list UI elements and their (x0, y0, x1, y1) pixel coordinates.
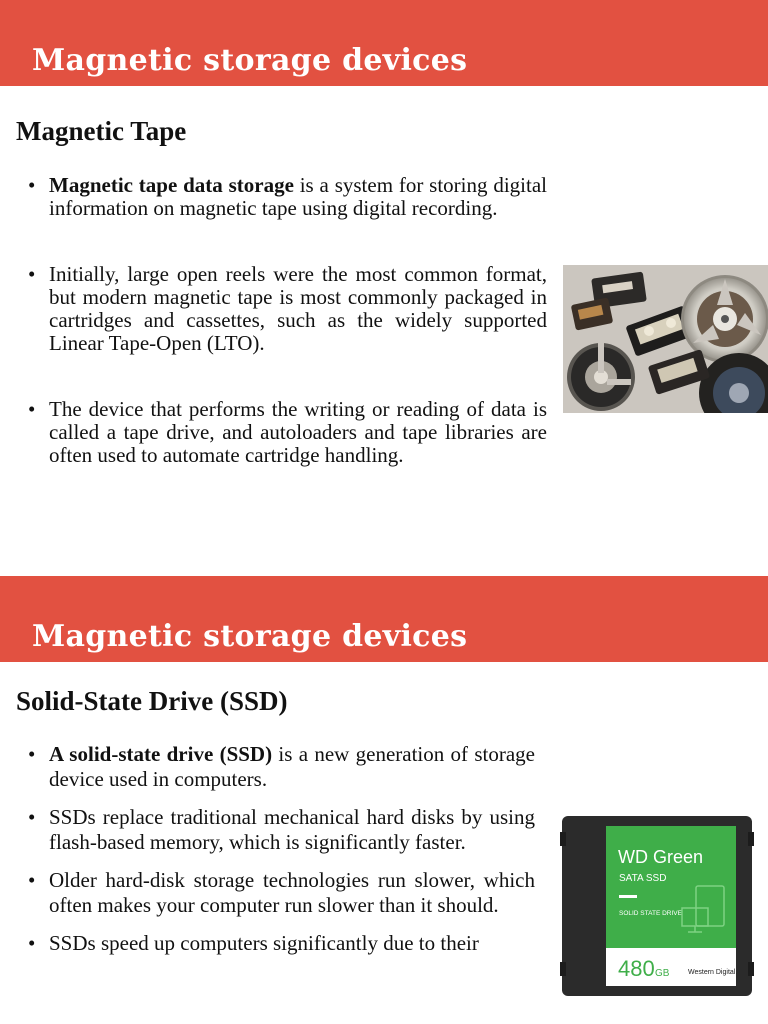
bullet-item (28, 174, 547, 220)
bullet-marker: • (28, 397, 36, 421)
bullet-text: Initially, large open reels were the most common format, but modern magnetic tape is most commonly packaged in cartridges and cassettes, such as the widely supported Linear Tape-Open (LTO). (49, 262, 547, 355)
magnetic-tape-photo (563, 265, 768, 413)
bullet-text: Older hard-disk storage technologies run slower, which often makes your computer run slower than it should. (49, 868, 535, 917)
title-banner (0, 0, 768, 86)
reel-icon (567, 343, 635, 411)
bullet-text: SSDs speed up computers significantly due to their (49, 931, 479, 955)
bullet-item (28, 398, 547, 467)
bullet-marker: • (28, 931, 36, 955)
bullet-marker: • (28, 868, 36, 892)
banner-title: Magnetic storage devices (32, 43, 468, 78)
ssd-photo (558, 812, 756, 1002)
ssd-type: SOLID STATE DRIVE (619, 910, 682, 917)
ssd-capacity-unit: GB (655, 968, 670, 979)
slide-ssd (0, 576, 768, 1024)
banner-title: Magnetic storage devices (32, 619, 468, 654)
ssd-interface: SATA SSD (619, 873, 667, 884)
bullet-item (28, 263, 547, 355)
bullet-bold-text: Magnetic tape data storage (49, 173, 294, 197)
tape-reels-illustration (563, 265, 768, 413)
bullet-item (28, 868, 535, 918)
bullet-list (28, 742, 535, 969)
bullet-marker: • (28, 742, 36, 766)
section-subtitle: Magnetic Tape (16, 116, 187, 146)
bullet-text: SSDs replace traditional mechanical hard disks by using flash-based memory, which is significantly faster. (49, 805, 535, 854)
section-subtitle: Solid-State Drive (SSD) (16, 686, 288, 716)
bullet-item (28, 931, 535, 956)
bullet-bold-text: A solid-state drive (SSD) (49, 742, 273, 766)
bullet-item (28, 805, 535, 855)
bullet-item (28, 742, 535, 792)
bullet-list (28, 174, 547, 510)
bullet-text: is a new generation of storage device used in computers. (49, 742, 536, 791)
ssd-maker: Western Digital. (688, 969, 738, 976)
bullet-text: is a system for storing digital information on magnetic tape using digital recording. (49, 173, 547, 220)
bullet-marker: • (28, 262, 36, 286)
reel-icon (681, 275, 768, 363)
bullet-marker: • (28, 173, 36, 197)
bullet-text: The device that performs the writing or reading of data is called a tape drive, and autoloaders and tape libraries are often used to automate cartridge handling. (49, 397, 547, 467)
title-banner (0, 576, 768, 662)
bullet-marker: • (28, 805, 36, 829)
ssd-drive-illustration (558, 812, 756, 1002)
ssd-brand: WD Green (618, 847, 704, 867)
ssd-capacity: 480 (618, 956, 655, 981)
